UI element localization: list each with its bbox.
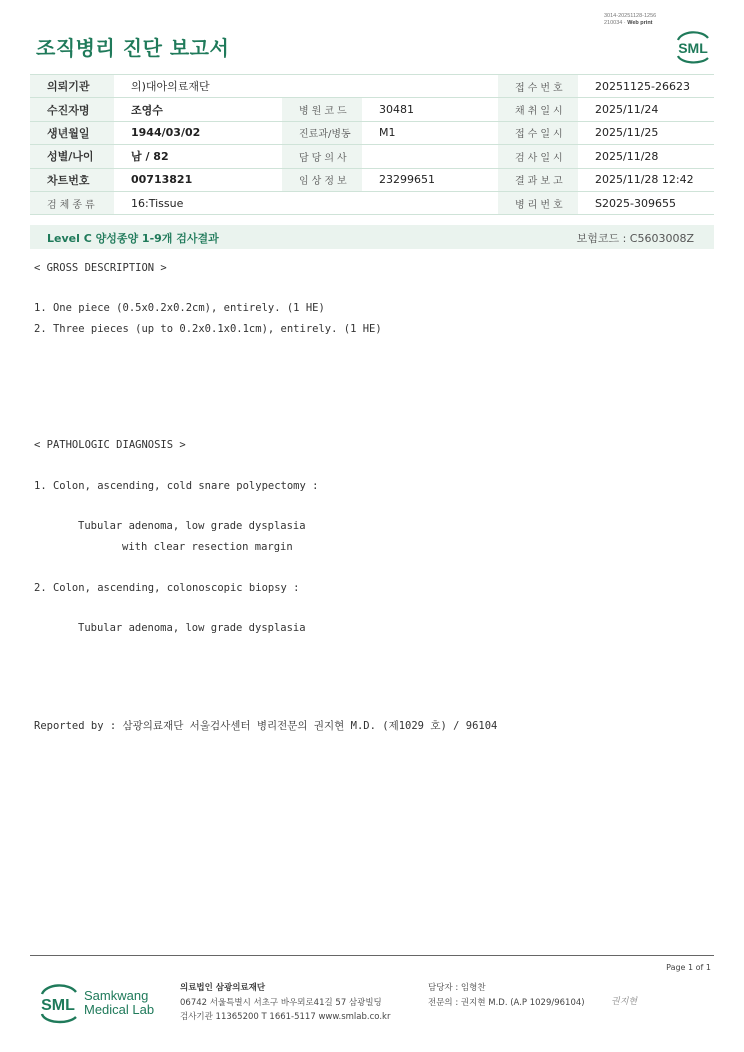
info-row: [30, 75, 714, 98]
specialist-name: 전문의 : 권지현 M.D. (A.P 1029/96104): [428, 997, 585, 1008]
gross-line: 1. One piece (0.5x0.2x0.2cm), entirely. (1 HE): [34, 302, 325, 314]
info-row: [30, 191, 714, 214]
diagnosis-result: Tubular adenoma, low grade dysplasia: [78, 622, 306, 634]
value-clinical-info: 23299651: [362, 168, 498, 191]
svg-text:SML: SML: [678, 40, 708, 56]
value-received-date: 2025/11/25: [578, 121, 714, 144]
page-number: Page 1 of 1: [666, 963, 711, 972]
value-hospital-code: 30481: [362, 98, 498, 121]
value-collection-date: 2025/11/24: [578, 98, 714, 121]
label-pathology-no: 병리번호: [498, 191, 578, 214]
label-physician: 담당의사: [282, 145, 362, 168]
svg-text:SML: SML: [41, 997, 75, 1014]
org-name: 의료법인 삼광의료재단: [180, 983, 266, 993]
label-specimen-type: 검체종류: [30, 191, 114, 214]
sml-footer-logo-icon: [36, 980, 82, 1024]
patient-info-table: [30, 74, 714, 215]
insurance-code: 보험코드 : C5603008Z: [576, 232, 694, 245]
value-physician: [362, 145, 498, 168]
org-address: 06742 서울특별시 서초구 바우뫼로41길 57 삼광빌딩: [180, 997, 382, 1008]
label-clinical-info: 임상정보: [282, 168, 362, 191]
test-name-bar: [30, 225, 714, 249]
info-row: [30, 145, 714, 168]
value-department: M1: [362, 121, 498, 144]
value-specimen-type: 16:Tissue: [114, 191, 498, 214]
value-patient-name: 조영수: [114, 98, 282, 121]
gross-heading: < GROSS DESCRIPTION >: [34, 262, 167, 274]
sml-logo-icon: [672, 28, 714, 64]
value-institution: 의)대아의료재단: [114, 75, 498, 98]
test-name: Level C 양성종양 1-9개 검사결과: [47, 232, 219, 245]
label-patient-name: 수진자명: [30, 98, 114, 121]
value-chart-no: 00713821: [114, 168, 282, 191]
label-accession-no: 접수번호: [498, 75, 578, 98]
print-code-line1: 3014-20251128-1256: [604, 13, 657, 19]
diagnosis-line: 1. Colon, ascending, cold snare polypectomy :: [34, 480, 319, 492]
label-sex-age: 성별/나이: [30, 145, 114, 168]
label-department: 진료과/병동: [282, 121, 362, 144]
staff-info: [428, 981, 585, 1010]
value-birth-date: 1944/03/02: [114, 121, 282, 144]
label-institution: 의뢰기관: [30, 75, 114, 98]
organization-info: [180, 981, 390, 1025]
value-accession-no: 20251125-26623: [578, 75, 714, 98]
label-chart-no: 차트번호: [30, 168, 114, 191]
value-sex-age: 남 / 82: [114, 145, 282, 168]
reported-by: Reported by : 삼광의료재단 서울검사센터 병리전문의 권지현 M.D. (제1029 호) / 96104: [34, 720, 498, 732]
brand-line1: Samkwang: [84, 988, 149, 1003]
value-result-report: 2025/11/28 12:42: [578, 168, 714, 191]
diagnosis-result: with clear resection margin: [122, 541, 293, 553]
print-code-line2: 210034 · Web print: [604, 20, 653, 26]
value-pathology-no: S2025-309655: [578, 191, 714, 214]
info-row: [30, 168, 714, 191]
label-test-date: 검사일시: [498, 145, 578, 168]
label-hospital-code: 병원코드: [282, 98, 362, 121]
info-row: [30, 121, 714, 144]
gross-line: 2. Three pieces (up to 0.2x0.1x0.1cm), entirely. (1 HE): [34, 323, 382, 335]
footer-divider: [30, 955, 714, 956]
value-test-date: 2025/11/28: [578, 145, 714, 168]
org-contact: 검사기관 11365200 T 1661-5117 www.smlab.co.kr: [180, 1012, 391, 1022]
diagnosis-line: 2. Colon, ascending, colonoscopic biopsy :: [34, 582, 300, 594]
signature: 권지현: [611, 997, 638, 1007]
brand-line2: Medical Lab: [84, 1002, 155, 1017]
label-birth-date: 생년월일: [30, 121, 114, 144]
info-row: [30, 98, 714, 121]
label-collection-date: 채취일시: [498, 98, 578, 121]
print-code: [604, 13, 656, 27]
manager-name: 담당자 : 임형찬: [428, 983, 486, 993]
report-title: 조직병리 진단 보고서: [36, 36, 230, 60]
brand-name: [84, 989, 154, 1017]
diagnosis-result: Tubular adenoma, low grade dysplasia: [78, 520, 306, 532]
diagnosis-heading: < PATHOLOGIC DIAGNOSIS >: [34, 439, 186, 451]
label-result-report: 결과보고: [498, 168, 578, 191]
label-received-date: 접수일시: [498, 121, 578, 144]
